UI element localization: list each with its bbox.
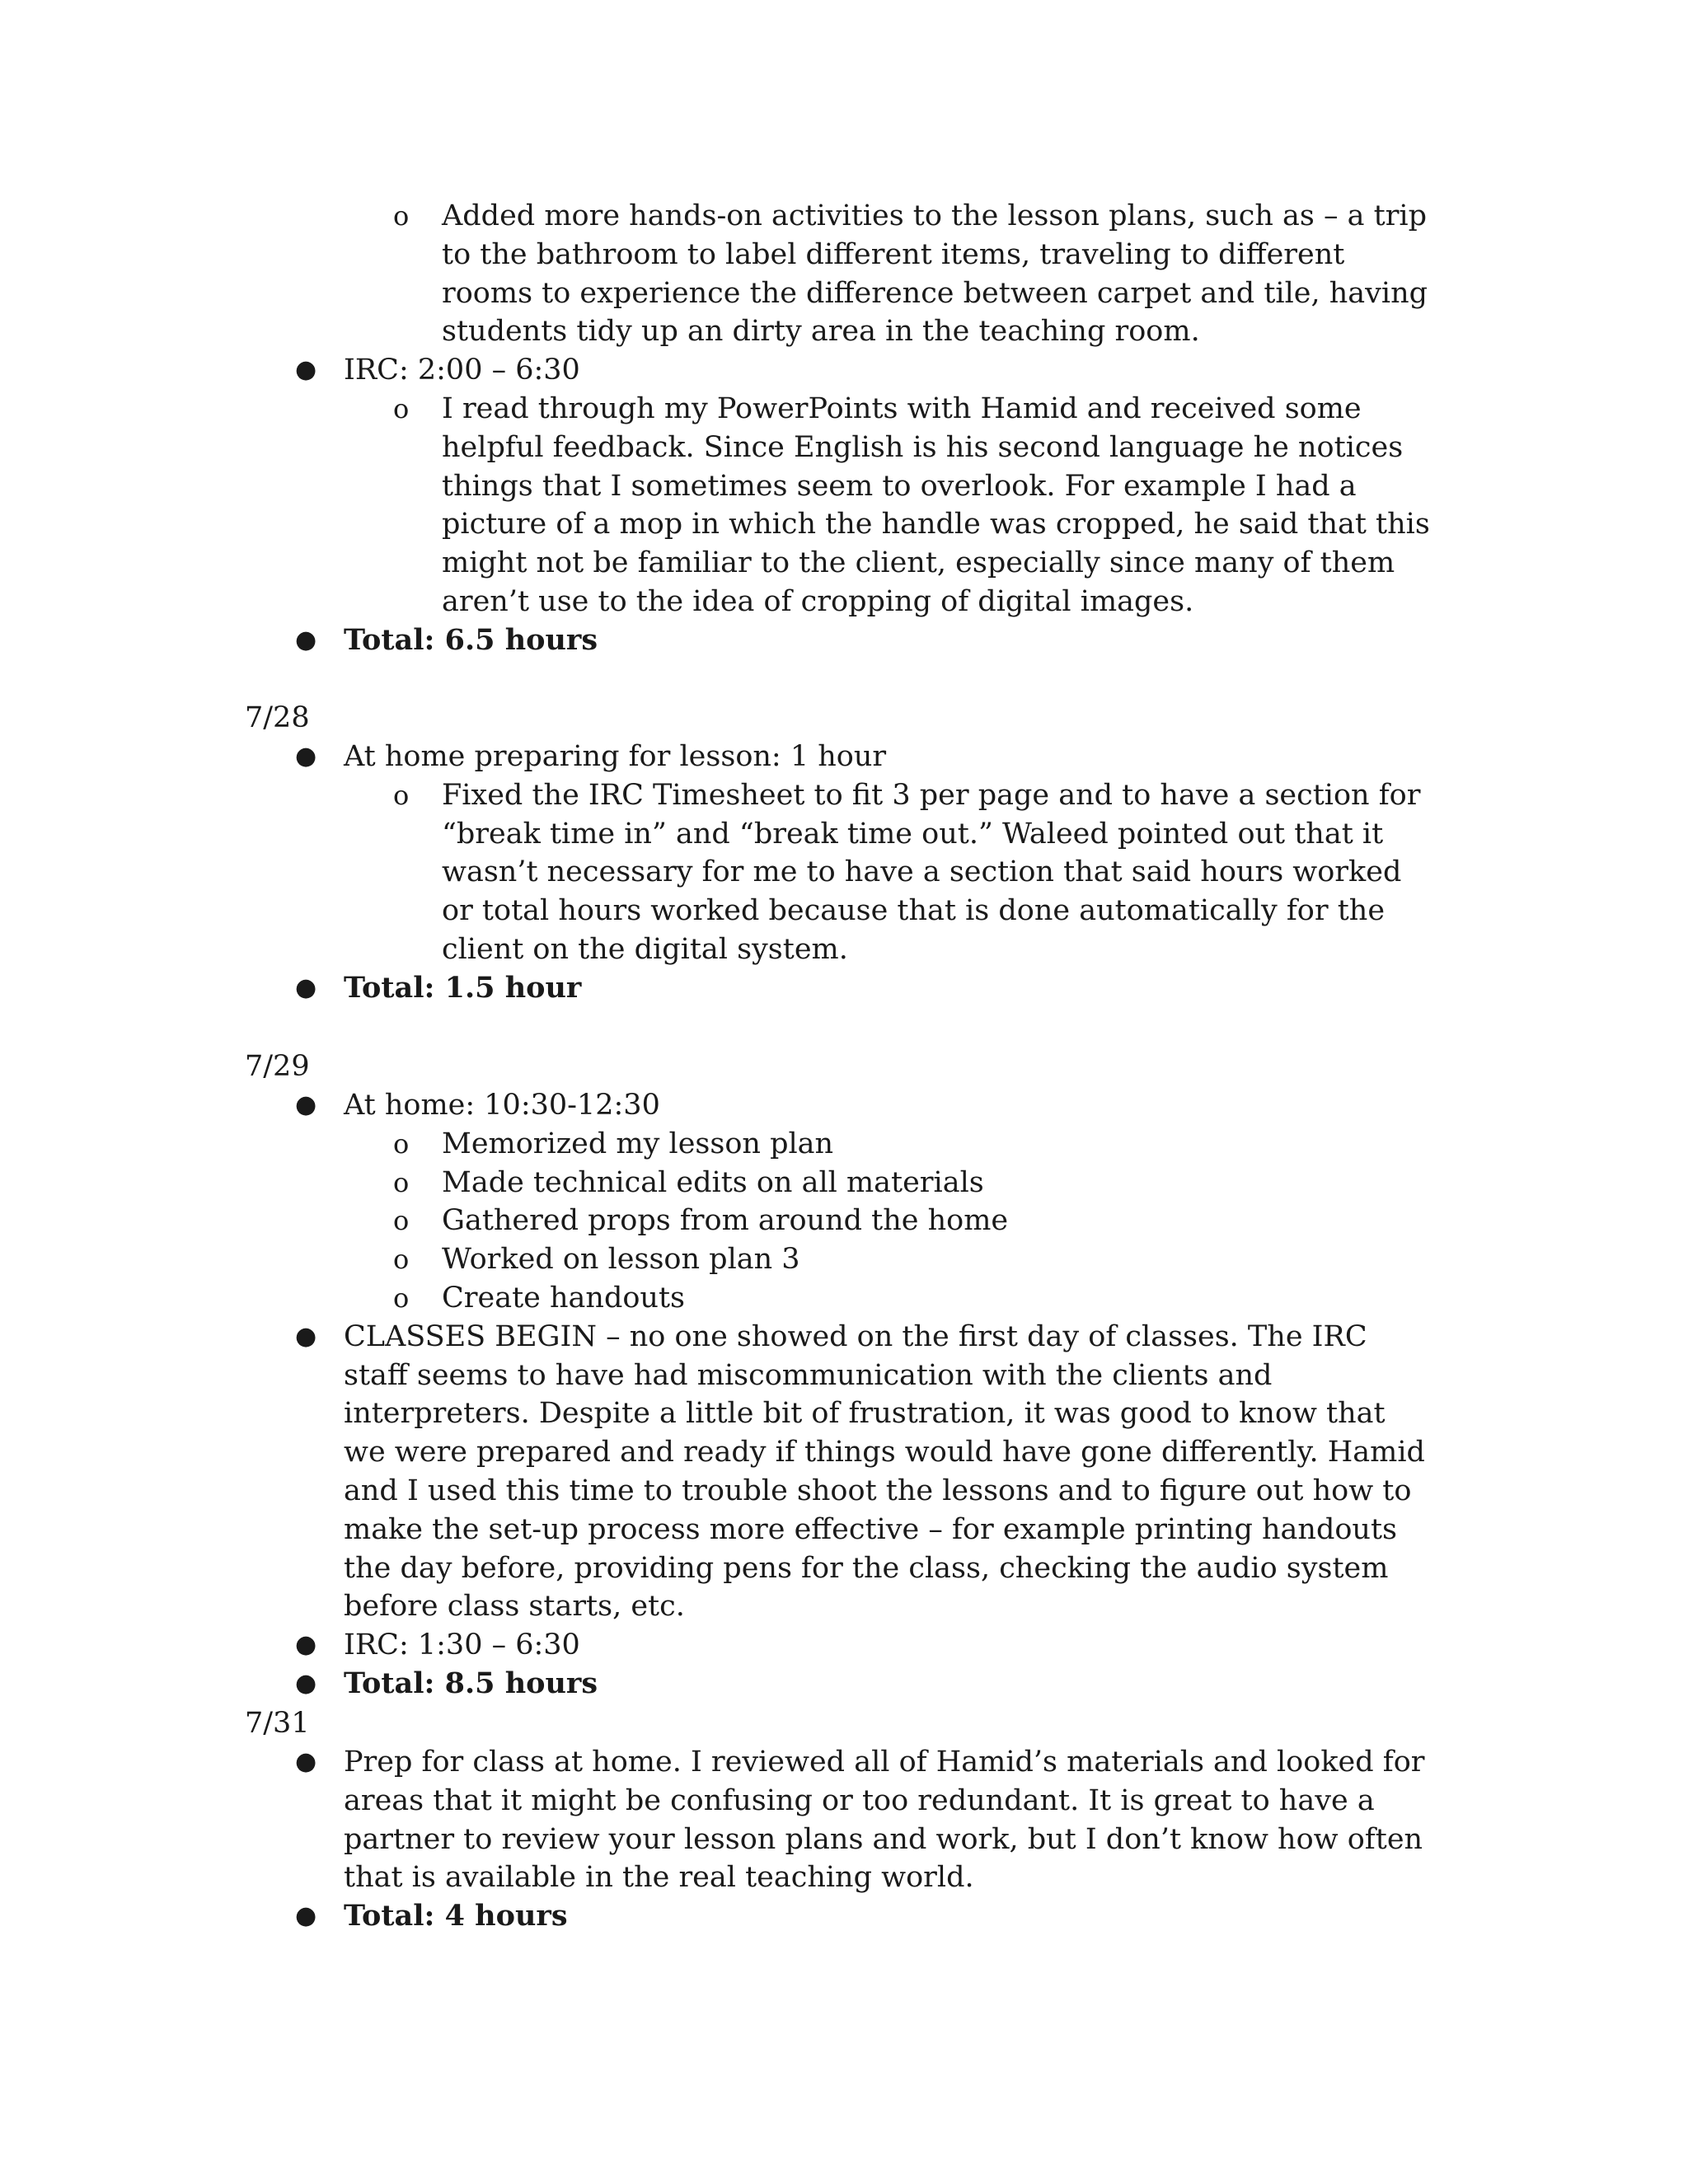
entry-7-31 <box>0 1743 1688 1936</box>
bullet-icon: ● <box>295 1090 317 1119</box>
sub-bullet-item: o Worked on lesson plan 3 <box>0 1240 1431 1279</box>
hollow-bullet-icon: o <box>393 1244 410 1276</box>
hollow-bullet-icon: o <box>393 1282 410 1314</box>
bullet-item: ● At home preparing for lesson: 1 hour <box>0 738 1432 776</box>
entry-continued <box>0 197 1688 660</box>
bullet-icon: ● <box>295 1321 317 1351</box>
bullet-item: ● IRC: 1:30 – 6:30 <box>0 1626 1432 1665</box>
entry-date: 7/28 <box>245 701 310 734</box>
bullet-item: ● Prep for class at home. I reviewed all of Hamid’s materials and looked for areas that it might be confusing or too redundant. It is great to have a partner to review your lesson plans and work, but I don’t know how often that is available in the real teaching world. <box>0 1743 1432 1897</box>
hollow-bullet-icon: o <box>393 392 410 424</box>
sub-bullet-item: o Gathered props from around the home <box>0 1202 1431 1240</box>
bullet-item: ● At home: 10:30-12:30 <box>0 1086 1432 1125</box>
entry-date: 7/31 <box>245 1707 310 1740</box>
entry-7-28 <box>0 738 1688 1008</box>
bullet-icon: ● <box>295 972 317 1002</box>
bullet-item: ● IRC: 2:00 – 6:30 <box>0 351 1432 390</box>
total-hours-item: ● Total: 8.5 hours <box>0 1665 1432 1704</box>
bullet-icon: ● <box>295 625 317 654</box>
bullet-icon: ● <box>295 1901 317 1931</box>
bullet-icon: ● <box>295 1668 317 1698</box>
hollow-bullet-icon: o <box>393 1166 410 1198</box>
sub-bullet-item: o Fixed the IRC Timesheet to fit 3 per page and to have a section for “break time in” and “break time out.” Waleed pointed out that it wasn’t necessary for me to have a section that said hours worked or total hours worked because that is done automatically for the client on the digital system. <box>0 776 1431 969</box>
hollow-bullet-icon: o <box>393 779 410 811</box>
bullet-icon: ● <box>295 1630 317 1660</box>
bullet-icon: ● <box>295 1747 317 1776</box>
hollow-bullet-icon: o <box>393 1205 410 1237</box>
sub-bullet-item: o Memorized my lesson plan <box>0 1125 1431 1164</box>
sub-bullet-item: o Create handouts <box>0 1279 1431 1318</box>
bullet-icon: ● <box>295 355 317 385</box>
entry-date: 7/29 <box>245 1050 310 1083</box>
sub-bullet-item: o Made technical edits on all materials <box>0 1164 1431 1202</box>
hollow-bullet-icon: o <box>393 1127 410 1160</box>
sub-bullet-item: o I read through my PowerPoints with Hamid and received some helpful feedback. Since English is his second language he notices things that I sometimes seem to overlook. For example I had a picture of a mop in which the handle was cropped, he said that this might not be familiar to the client, especially since many of them aren’t use to the idea of cropping of digital images. <box>0 390 1431 621</box>
entry-7-29 <box>0 1086 1688 1704</box>
hollow-bullet-icon: o <box>393 200 410 232</box>
total-hours-item: ● Total: 4 hours <box>0 1897 1432 1936</box>
bullet-item: ● CLASSES BEGIN – no one showed on the first day of classes. The IRC staff seems to have had miscommunication with the clients and interpreters. Despite a little bit of frustration, it was good to know that we were prepared and ready if things would have gone differently. Hamid and I used this time to trouble shoot the lessons and to figure out how to make the set-up process more effective – for example printing handouts the day before, providing pens for the class, checking the audio system before class starts, etc. <box>0 1318 1432 1626</box>
total-hours-item: ● Total: 1.5 hour <box>0 969 1432 1008</box>
total-hours-item: ● Total: 6.5 hours <box>0 621 1432 660</box>
bullet-icon: ● <box>295 742 317 771</box>
sub-bullet-item: o Added more hands-on activities to the lesson plans, such as – a trip to the bathroom to label different items, traveling to different rooms to experience the difference between carpet and tile, having students tidy up an dirty area in the teaching room. <box>0 197 1431 351</box>
